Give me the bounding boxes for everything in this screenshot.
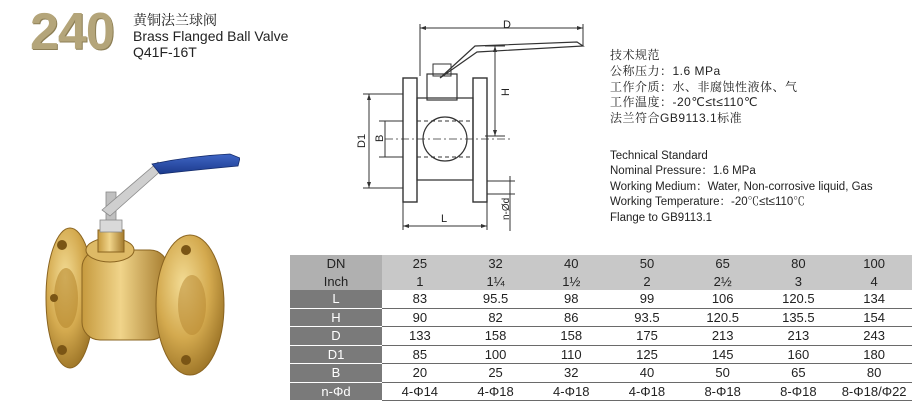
dim-label-b: B xyxy=(374,134,386,142)
table-row xyxy=(290,290,912,308)
spec-en-heading: Technical Standard xyxy=(610,150,708,162)
table-cell: 20 xyxy=(382,364,458,383)
spec-en-pressure: Nominal Pressure：1.6 MPa xyxy=(610,165,756,178)
table-cell: 133 xyxy=(382,327,458,346)
product-code: 240 xyxy=(30,3,114,61)
table-cell: 158 xyxy=(533,327,609,346)
table-cell: 100 xyxy=(836,255,912,273)
spec-cn-temperature: 工作温度：-20℃≤t≤110℃ xyxy=(610,95,758,110)
row-label: Inch xyxy=(290,273,382,291)
table-cell: 3 xyxy=(761,273,837,291)
spec-cn-flange: 法兰符合GB9113.1标准 xyxy=(610,111,743,126)
table-cell: 93.5 xyxy=(609,308,685,327)
valve-photo xyxy=(40,150,240,410)
technical-drawing xyxy=(345,16,595,236)
table-cell: 50 xyxy=(685,364,761,383)
table-cell: 213 xyxy=(685,327,761,346)
table-cell: 145 xyxy=(685,345,761,364)
table-cell: 120.5 xyxy=(761,290,837,308)
table-cell: 50 xyxy=(609,255,685,273)
table-cell: 85 xyxy=(382,345,458,364)
table-cell: 1¼ xyxy=(458,273,534,291)
product-title-block xyxy=(133,12,288,60)
dim-label-nd: n-Ød xyxy=(501,197,512,220)
table-cell: 160 xyxy=(761,345,837,364)
table-cell: 80 xyxy=(761,255,837,273)
table-cell: 8-Φ18 xyxy=(685,382,761,401)
table-cell: 154 xyxy=(836,308,912,327)
table-cell: 4-Φ14 xyxy=(382,382,458,401)
table-cell: 2 xyxy=(609,273,685,291)
row-label: B xyxy=(290,364,382,383)
spec-en-flange: Flange to GB9113.1 xyxy=(610,211,713,224)
dim-label-d: D xyxy=(503,19,511,31)
spec-cn-heading: 技术规范 xyxy=(610,48,661,62)
product-name-en: Brass Flanged Ball Valve xyxy=(133,28,289,44)
table-cell: 40 xyxy=(609,364,685,383)
table-cell: 8-Φ18 xyxy=(761,382,837,401)
table-cell: 95.5 xyxy=(458,290,534,308)
table-cell: 25 xyxy=(458,364,534,383)
table-cell: 4-Φ18 xyxy=(458,382,534,401)
table-cell: 100 xyxy=(458,345,534,364)
table-row xyxy=(290,382,912,401)
table-row xyxy=(290,308,912,327)
spec-cn-pressure: 公称压力：1.6 MPa xyxy=(610,63,721,78)
table-cell: 25 xyxy=(382,255,458,273)
row-label: DN xyxy=(290,255,382,273)
table-row xyxy=(290,345,912,364)
table-cell: 158 xyxy=(458,327,534,346)
spec-en-temperature: Working Temperature：-20℃≤t≤110℃ xyxy=(610,196,805,209)
table-cell: 80 xyxy=(836,364,912,383)
table-cell: 40 xyxy=(533,255,609,273)
table-header-row xyxy=(290,255,912,273)
table-cell: 180 xyxy=(836,345,912,364)
table-cell: 4 xyxy=(836,273,912,291)
table-cell: 4-Φ18 xyxy=(533,382,609,401)
dimension-table xyxy=(290,255,912,401)
spec-cn-medium: 工作介质：水、非腐蚀性液体、气 xyxy=(610,79,798,94)
table-cell: 99 xyxy=(609,290,685,308)
table-cell: 106 xyxy=(685,290,761,308)
table-cell: 120.5 xyxy=(685,308,761,327)
table-cell: 32 xyxy=(533,364,609,383)
row-label: L xyxy=(290,290,382,308)
spec-en-medium: Working Medium：Water, Non-corrosive liquid, Gas xyxy=(610,180,873,193)
table-cell: 86 xyxy=(533,308,609,327)
table-header-row xyxy=(290,273,912,291)
spec-cn-block xyxy=(610,48,798,127)
table-cell: 32 xyxy=(458,255,534,273)
product-model: Q41F-16T xyxy=(133,44,197,60)
table-cell: 213 xyxy=(761,327,837,346)
row-label: D1 xyxy=(290,345,382,364)
row-label: n-Φd xyxy=(290,382,382,401)
table-cell: 243 xyxy=(836,327,912,346)
table-cell: 98 xyxy=(533,290,609,308)
spec-en-block xyxy=(610,149,873,226)
table-row xyxy=(290,364,912,383)
table-cell: 2½ xyxy=(685,273,761,291)
table-cell: 125 xyxy=(609,345,685,364)
table-cell: 65 xyxy=(761,364,837,383)
product-name-cn: 黄铜法兰球阀 xyxy=(133,12,217,28)
table-cell: 65 xyxy=(685,255,761,273)
table-cell: 134 xyxy=(836,290,912,308)
row-label: H xyxy=(290,308,382,327)
dim-label-l: L xyxy=(441,213,448,225)
table-cell: 82 xyxy=(458,308,534,327)
table-cell: 1½ xyxy=(533,273,609,291)
table-cell: 83 xyxy=(382,290,458,308)
table-row xyxy=(290,327,912,346)
row-label: D xyxy=(290,327,382,346)
table-cell: 4-Φ18 xyxy=(609,382,685,401)
table-cell: 135.5 xyxy=(761,308,837,327)
table-cell: 175 xyxy=(609,327,685,346)
table-cell: 1 xyxy=(382,273,458,291)
table-cell: 90 xyxy=(382,308,458,327)
dim-label-d1: D1 xyxy=(356,133,368,148)
table-cell: 110 xyxy=(533,345,609,364)
table-cell: 8-Φ18/Φ22 xyxy=(836,382,912,401)
dim-label-h: H xyxy=(500,88,512,96)
